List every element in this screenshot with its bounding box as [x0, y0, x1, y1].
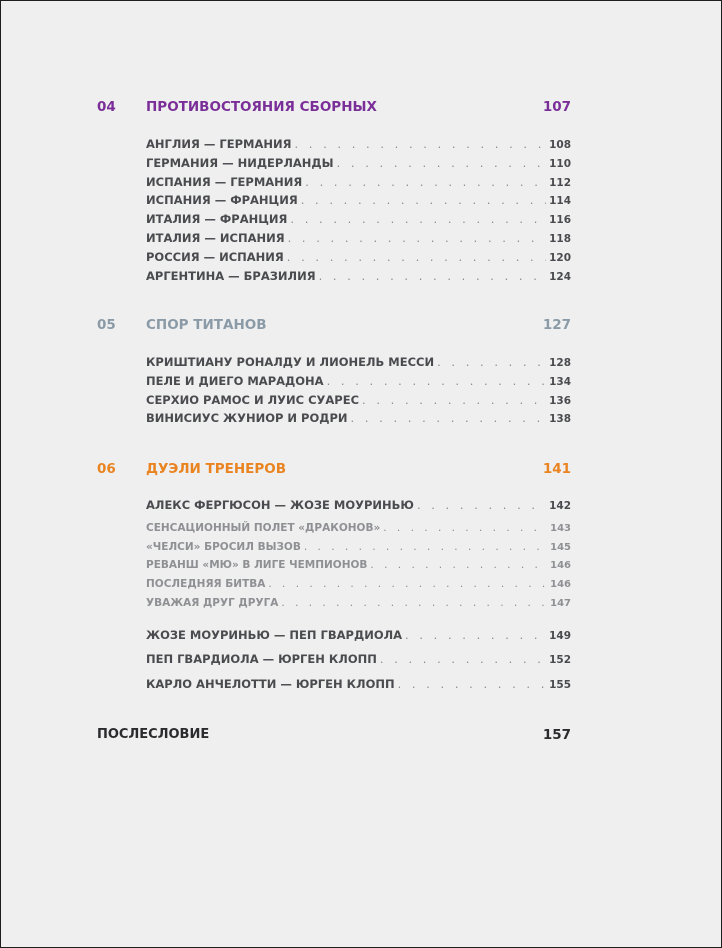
afterword-page-number: 157 [542, 727, 571, 743]
toc-entry[interactable] [146, 154, 571, 173]
entry-title: ГЕРМАНИЯ — НИДЕРЛАНДЫ [146, 155, 334, 170]
toc-subentry[interactable] [146, 594, 571, 613]
dot-leader [348, 409, 547, 428]
dot-leader [284, 248, 546, 267]
entry-title: ПЕП ГВАРДИОЛА — ЮРГЕН КЛОПП [146, 652, 377, 667]
toc-entry[interactable] [146, 409, 571, 428]
toc-entry[interactable] [146, 191, 571, 210]
toc-entry[interactable] [146, 210, 571, 229]
dot-leader [302, 173, 546, 192]
entry-page-number: 116 [549, 214, 571, 227]
dot-leader [298, 191, 546, 210]
section-header [97, 458, 571, 480]
entry-title: ИТАЛИЯ — ФРАНЦИЯ [146, 212, 288, 227]
dot-leader [324, 372, 547, 391]
entry-title: АЛЕКС ФЕРГЮСОН — ЖОЗЕ МОУРИНЬЮ [146, 498, 414, 512]
toc-section-06 [97, 458, 571, 696]
toc-entry[interactable] [146, 248, 571, 267]
dot-leader [367, 556, 547, 575]
entry-page-number: 146 [550, 560, 571, 572]
entry-title: ИСПАНИЯ — ГЕРМАНИЯ [146, 174, 303, 189]
entry-page-number: 128 [549, 357, 571, 369]
toc-entry[interactable] [146, 496, 571, 515]
entry-title: РОССИЯ — ИСПАНИЯ [146, 249, 284, 264]
toc-entry[interactable] [146, 672, 571, 697]
toc-subentry[interactable] [146, 556, 571, 575]
section-number: 05 [97, 317, 116, 333]
toc-entry[interactable] [146, 353, 571, 372]
toc-entry[interactable] [146, 135, 571, 154]
dot-leader [395, 672, 546, 697]
toc-entry[interactable] [146, 372, 571, 391]
entry-page-number: 138 [549, 413, 571, 426]
entry-title: ПОСЛЕДНЯЯ БИТВА [146, 578, 266, 591]
dot-leader [377, 647, 546, 672]
dot-leader [291, 135, 546, 154]
dot-leader [301, 538, 547, 557]
section-header [97, 314, 571, 336]
entry-title: «ЧЕЛСИ» БРОСИЛ ВЫЗОВ [146, 540, 301, 553]
afterword-header [97, 724, 571, 746]
entry-page-number: 112 [549, 176, 571, 189]
entry-page-number: 142 [549, 500, 571, 512]
entry-title: УВАЖАЯ ДРУГ ДРУГА [146, 596, 279, 609]
section-page-number: 107 [542, 99, 571, 115]
entry-page-number: 120 [549, 251, 571, 264]
dot-leader [359, 391, 546, 410]
entry-page-number: 118 [549, 232, 571, 245]
entry-title: АРГЕНТИНА — БРАЗИЛИЯ [146, 268, 316, 283]
dot-leader [380, 519, 547, 538]
entry-title: ИСПАНИЯ — ФРАНЦИЯ [146, 193, 298, 208]
entry-page-number: 124 [549, 270, 571, 283]
dot-leader [334, 154, 547, 173]
toc-entry[interactable] [146, 173, 571, 192]
toc-subentry[interactable] [146, 538, 571, 557]
dot-leader [287, 210, 546, 229]
entry-page-number: 108 [549, 139, 571, 151]
entry-title: КРИШТИАНУ РОНАЛДУ И ЛИОНЕЛЬ МЕССИ [146, 355, 435, 369]
section-title[interactable]: ДУЭЛИ ТРЕНЕРОВ [146, 461, 287, 477]
section-entries [146, 135, 571, 285]
section-header [97, 96, 571, 118]
toc-entry[interactable] [146, 647, 571, 672]
entry-page-number: 146 [550, 579, 571, 591]
section-entries [146, 496, 571, 696]
entry-page-number: 110 [549, 157, 571, 170]
entry-title: ВИНИСИУС ЖУНИОР И РОДРИ [146, 411, 348, 426]
toc-subentry[interactable] [146, 575, 571, 594]
entry-page-number: 136 [549, 394, 571, 407]
entry-title: ПЕЛЕ И ДИЕГО МАРАДОНА [146, 373, 324, 388]
toc-entry[interactable] [146, 267, 571, 286]
entry-title: СЕНСАЦИОННЫЙ ПОЛЕТ «ДРАКОНОВ» [146, 521, 381, 534]
entry-title: КАРЛО АНЧЕЛОТТИ — ЮРГЕН КЛОПП [146, 676, 395, 691]
dot-leader [285, 229, 546, 248]
section-entries [146, 353, 571, 428]
entry-page-number: 155 [549, 678, 571, 691]
entry-title: РЕВАНШ «МЮ» В ЛИГЕ ЧЕМПИОНОВ [146, 559, 368, 572]
toc-subentry[interactable] [146, 519, 571, 538]
afterword-title[interactable]: ПОСЛЕСЛОВИЕ [97, 727, 210, 742]
toc-entry[interactable] [146, 623, 571, 648]
entry-title: ЖОЗЕ МОУРИНЬЮ — ПЕП ГВАРДИОЛА [146, 627, 403, 642]
section-number: 04 [97, 99, 116, 115]
toc-section-05 [97, 314, 571, 428]
section-title[interactable]: ПРОТИВОСТОЯНИЯ СБОРНЫХ [146, 99, 377, 115]
dot-leader [434, 353, 546, 372]
dot-leader [278, 594, 547, 613]
section-title[interactable]: СПОР ТИТАНОВ [146, 317, 267, 333]
entry-page-number: 149 [549, 629, 571, 642]
dot-leader [414, 496, 546, 515]
toc-afterword [97, 724, 571, 746]
toc-entry[interactable] [146, 391, 571, 410]
dot-leader [265, 575, 547, 594]
entry-page-number: 134 [549, 375, 571, 388]
toc-section-04 [97, 96, 571, 285]
entry-title: ИТАЛИЯ — ИСПАНИЯ [146, 230, 285, 245]
section-number: 06 [97, 461, 116, 477]
section-page-number: 141 [542, 461, 571, 477]
dot-leader [402, 623, 546, 648]
dot-leader [316, 267, 547, 286]
entry-page-number: 143 [550, 522, 571, 534]
entry-page-number: 145 [550, 541, 571, 553]
entry-title: СЕРХИО РАМОС И ЛУИС СУАРЕС [146, 392, 360, 407]
entry-page-number: 114 [549, 195, 571, 208]
toc-entry[interactable] [146, 229, 571, 248]
entry-page-number: 152 [549, 654, 571, 667]
entry-page-number: 147 [550, 597, 571, 609]
section-page-number: 127 [542, 317, 571, 333]
entry-title: АНГЛИЯ — ГЕРМАНИЯ [146, 137, 292, 151]
